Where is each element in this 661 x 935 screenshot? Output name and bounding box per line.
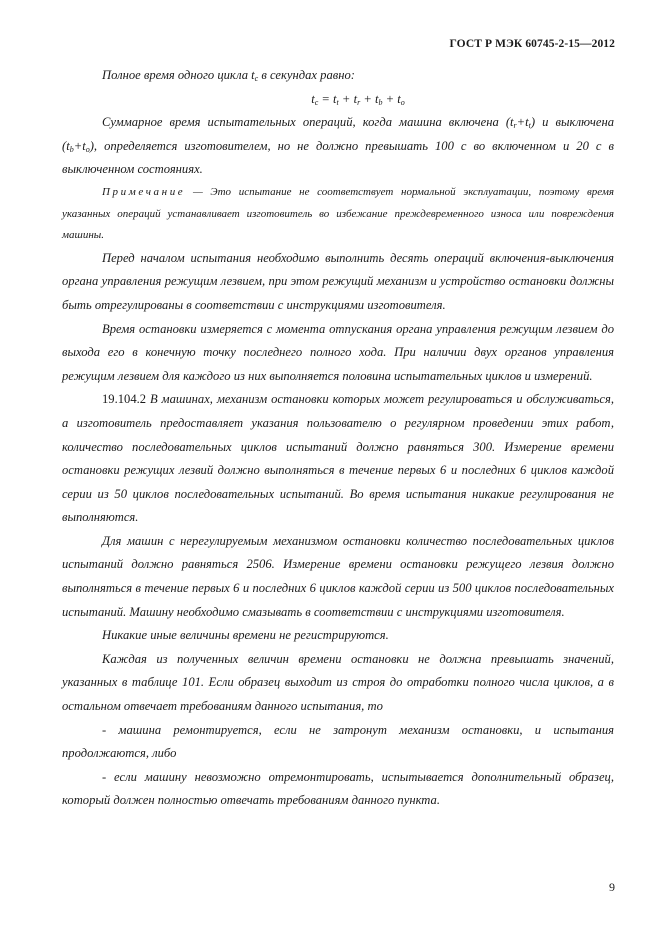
paragraph-cycle-time-intro: Полное время одного цикла $t_c$ в секундах равно: — [102, 68, 355, 83]
note-paragraph: Примечание — Это испытание не соответствует нормальной эксплуатации, поэтому время указанных операций устанавливает изготовитель во избежание преждевременного износа или повреждения машины. — [62, 185, 614, 242]
page-number: 9 — [609, 880, 615, 894]
cycle-time-formula: $t_c = t_t + t_r + t_b + t_o$ — [311, 91, 405, 107]
list-item-repair: - машина ремонтируется, если не затронут механизм остановки, и испытания продолжаются, либо — [62, 722, 614, 761]
paragraph-non-adjustable: Для машин с нерегулируемым механизмом остановки количество последовательных циклов испытаний должно равняться 2506. Измерение времени остановки режущего лезвия должно выполняться в течение первых 6 и последних 6 циклов каждой серии из 500 циклов последовательных испытаний. Машину необходимо смазывать в соответствии с инструкциями изготовителя. — [62, 533, 614, 619]
clause-number: 19.104.2 — [102, 392, 147, 407]
paragraph-operation-times: Суммарное время испытательных операций, когда машина включена $(t_r+t_t)$ и выключена $(t_b+t_o)$, определяется изготовителем, но не должно превышать 100 с во включенном и 20 с в выключенном состояниях. — [62, 115, 614, 177]
paragraph-before-test: Перед началом испытания необходимо выполнить десять операций включения-выключения органа управления режущим лезвием, при этом режущий механизм и устройство остановки должны быть отрегулированы в соответствии с инструкциями изготовителя. — [62, 250, 614, 312]
paragraph-stop-time-limit: Каждая из полученных величин времени остановки не должна превышать значений, указанных в таблице 101. Если образец выходит из строя до отработки полного числа циклов, а в остальном отвечает требованиям данного испытания, то — [62, 651, 614, 714]
document-code-header: ГОСТ Р МЭК 60745-2-15—2012 — [449, 38, 615, 50]
paragraph-no-other-values: Никакие иные величины времени не регистрируются. — [102, 628, 389, 643]
note-label: Примечание — [102, 185, 186, 198]
document-body — [62, 64, 614, 813]
paragraph-19-104-2: 19.104.2 В машинах, механизм остановки которых может регулироваться и обслуживаться, а изготовитель предоставляет указания пользователю о регулярном проведении этих работ, количество последовательных циклов испытаний должно равняться 300. Измерение времени остановки режущих лезвий должно выполняться в течение первых 6 и последних 6 циклов каждой серии из 50 циклов последовательных испытаний. Во время испытания никакие регулирования не выполняются. — [62, 392, 614, 525]
paragraph-stop-time-measure: Время остановки измеряется с момента отпускания органа управления режущим лезвием до выхода его в конечную точку последнего полного хода. При наличии двух органов управления режущим лезвием для каждого из них выполняется половина испытательных циклов и измерений. — [62, 321, 614, 383]
list-item-additional-sample: - если машину невозможно отремонтировать, испытывается дополнительный образец, который должен полностью отвечать требованиям данного пункта. — [62, 769, 614, 808]
